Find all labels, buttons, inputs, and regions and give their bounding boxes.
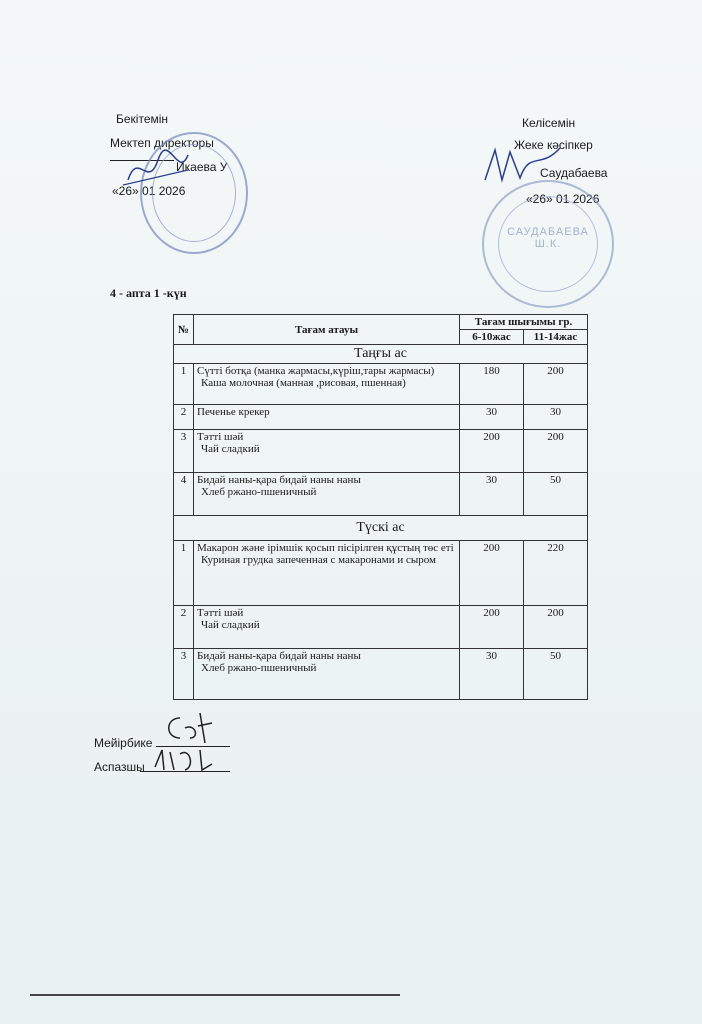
portion-11-14: 220 — [524, 541, 588, 606]
section-title: Таңғы ас — [174, 345, 588, 364]
dish-name-kz: Тәтті шәй — [197, 607, 244, 619]
table-row — [174, 473, 588, 516]
portion-11-14: 30 — [524, 405, 588, 430]
dish-name-ru: Хлеб ржано-пшеничный — [201, 486, 317, 498]
agree-name: Саудабаева — [540, 166, 608, 180]
row-number: 2 — [174, 606, 194, 649]
age2-header: 11-14жас — [524, 330, 588, 345]
dish-name-ru: Чай сладкий — [201, 443, 260, 455]
stamp-text: САУДАБАЕВА Ш.К. — [507, 226, 589, 250]
portion-11-14: 200 — [524, 606, 588, 649]
dish-name-kz: Печенье крекер — [197, 406, 270, 418]
row-number: 4 — [174, 473, 194, 516]
approve-date: «26» 01 2026 — [112, 184, 186, 198]
portion-11-14: 50 — [524, 649, 588, 700]
agree-title: Келісемін — [522, 116, 576, 130]
portion-6-10: 200 — [460, 606, 524, 649]
portion-6-10: 30 — [460, 405, 524, 430]
row-number: 1 — [174, 541, 194, 606]
dish-name-cell — [194, 405, 460, 430]
age1-header: 6-10жас — [460, 330, 524, 345]
dish-name-ru: Хлеб ржано-пшеничный — [201, 662, 317, 674]
table-row — [174, 649, 588, 700]
dish-name-kz: Сүтті ботқа (манка жармасы,күріш,тары жармасы) — [197, 365, 435, 377]
portion-6-10: 200 — [460, 430, 524, 473]
portion-6-10: 200 — [460, 541, 524, 606]
bottom-rule — [30, 994, 400, 996]
section-row — [174, 516, 588, 541]
section-row — [174, 345, 588, 364]
section-title: Түскі ас — [174, 516, 588, 541]
portion-6-10: 180 — [460, 364, 524, 405]
dish-name-ru: Чай сладкий — [201, 619, 260, 631]
row-number: 3 — [174, 430, 194, 473]
dish-name-cell — [194, 541, 460, 606]
approve-role: Мектеп директоры — [110, 136, 214, 150]
dish-name-kz: Макарон және ірімшік қосып пісірілген құстың төс еті — [197, 542, 454, 554]
entrepreneur-stamp — [482, 180, 614, 308]
portion-11-14: 200 — [524, 364, 588, 405]
table-row — [174, 364, 588, 405]
cook-label: Аспазшы — [94, 760, 145, 774]
entrepreneur-signature — [480, 140, 570, 190]
menu-table — [173, 314, 588, 700]
week-label: 4 - апта 1 -күн — [110, 286, 187, 300]
row-number: 2 — [174, 405, 194, 430]
nurse-label: Мейірбике — [94, 736, 153, 750]
approve-name: Икаева У — [176, 160, 228, 174]
dish-name-kz: Тәтті шәй — [197, 431, 244, 443]
col-name-header: Тағам атауы — [194, 315, 460, 345]
agree-role: Жеке кәсіпкер — [514, 138, 593, 152]
portion-6-10: 30 — [460, 473, 524, 516]
table-row — [174, 430, 588, 473]
dish-name-cell — [194, 649, 460, 700]
approve-title: Бекітемін — [116, 112, 169, 126]
dish-name-cell — [194, 606, 460, 649]
dish-name-cell — [194, 364, 460, 405]
col-no-header: № — [174, 315, 194, 345]
table-row — [174, 405, 588, 430]
dish-name-ru: Каша молочная (манная ,рисовая, пшенная) — [201, 377, 406, 389]
dish-name-kz: Бидай наны-қара бидай наны наны — [197, 474, 361, 486]
dish-name-kz: Бидай наны-қара бидай наны наны — [197, 650, 361, 662]
cook-signature — [150, 742, 220, 776]
col-output-header: Тағам шығымы гр. — [460, 315, 588, 330]
dish-name-ru: Куриная грудка запеченная с макаронами и сыром — [201, 554, 437, 566]
dish-name-cell — [194, 430, 460, 473]
portion-6-10: 30 — [460, 649, 524, 700]
portion-11-14: 50 — [524, 473, 588, 516]
row-number: 1 — [174, 364, 194, 405]
table-row — [174, 606, 588, 649]
table-row — [174, 541, 588, 606]
dish-name-cell — [194, 473, 460, 516]
portion-11-14: 200 — [524, 430, 588, 473]
agree-date: «26» 01 2026 — [526, 192, 600, 206]
header-row — [174, 315, 588, 330]
row-number: 3 — [174, 649, 194, 700]
director-signature — [118, 140, 198, 200]
